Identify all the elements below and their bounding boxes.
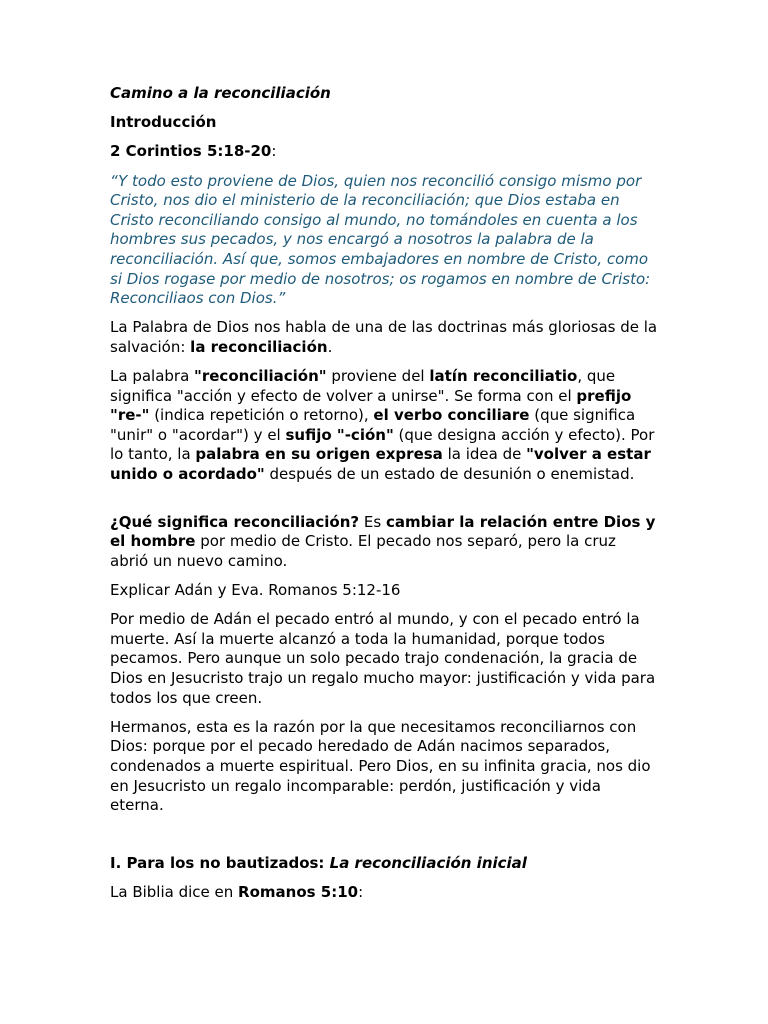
- scripture-quote: “Y todo esto proviene de Dios, quien nos reconcilió consigo mismo por Cristo, nos dio el ministerio de la reconciliación; que Dios estaba en Cristo reconciliando consigo al mundo, no tomándoles en cuenta a los hombres sus pecados, y nos encargó a nosotros la palabra de la reconciliación. Así que, somos embajadores en nombre de Cristo, como si Dios rogase por medio de nosotros; os rogamos en nombre de Cristo: Reconciliaos con Dios.”: [110, 171, 651, 308]
- paragraph-sin-death: Por medio de Adán el pecado entró al mundo, y con el pecado entró la muerte. Así la muerte alcanzó a toda la humanidad, porque todos pecamos. Pero aunque un solo pecado trajo condenación, la gracia de Dios en Jesucristo trajo un regalo mucho mayor: justificación y vida para todos los que creen.: [110, 610, 656, 707]
- document-page: [110, 84, 658, 903]
- document-title: Camino a la reconciliación: [110, 84, 331, 102]
- intro-heading: Introducción: [110, 113, 217, 132]
- paragraph-adam-eve: Explicar Adán y Eva. Romanos 5:12-16: [110, 581, 401, 600]
- paragraph-etymology: La palabra "reconciliación" proviene del latín reconciliatio, que significa "acción y efecto de volver a unirse". Se forma con el prefijo "re-" (indica repetición o retorno), el verbo conciliare (que significa "unir" o "acordar") y el sufijo "-ción" (que designa acción y efecto). Por lo tanto, la palabra en su origen expresa la idea de "volver a estar unido o acordado" después de un estado de desunión o enemistad.: [110, 367, 655, 484]
- paragraph-romans-5-10: La Biblia dice en Romanos 5:10:: [110, 882, 364, 901]
- section-heading-1: I. Para los no bautizados: La reconciliación inicial: [110, 853, 527, 872]
- paragraph-brothers: Hermanos, esta es la razón por la que necesitamos reconciliarnos con Dios: porque por el pecado heredado de Adán nacimos separados, condenados a muerte espiritual. Pero Dios, en su infinita gracia, nos dio en Jesucristo un regalo incomparable: perdón, justificación y vida eterna.: [110, 717, 651, 815]
- paragraph-doctrine: La Palabra de Dios nos habla de una de las doctrinas más gloriosas de la salvación: la reconciliación.: [110, 318, 658, 356]
- paragraph-meaning: ¿Qué significa reconciliación? Es cambiar la relación entre Dios y el hombre por medio de Cristo. El pecado nos separó, pero la cruz abrió un nuevo camino.: [110, 512, 656, 570]
- verse-reference: 2 Corintios 5:18-20:: [110, 142, 277, 161]
